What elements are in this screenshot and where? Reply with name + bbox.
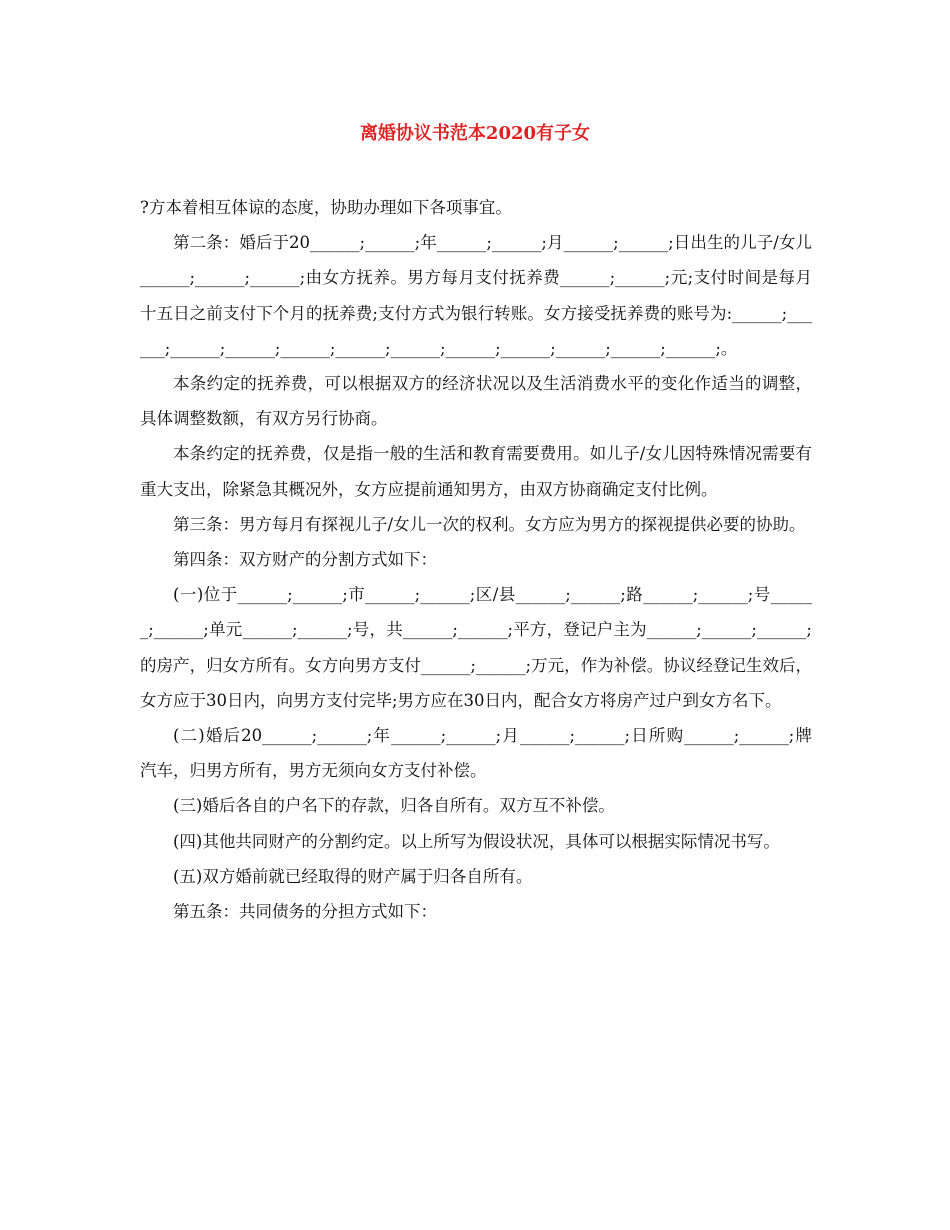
paragraph-article-3: 第三条：男方每月有探视儿子/女儿一次的权利。女方应为男方的探视提供必要的协助。 — [173, 514, 806, 534]
paragraph-article-2: 第二条：婚后于20______;______;年______;______;月______;______;日出生的儿子/女儿______;______;______;由女方抚养。男方每月支付抚养费______;______;元;支付时间是每月十五日之前支付下个月的抚养费;支付方式为银行转账。女方接受抚养费的账号为:______;______;______;______;______;______;______;______;______;______;______;______;。 — [140, 233, 812, 358]
paragraph-property-5: (五)双方婚前就已经取得的财产属于归各自所有。 — [173, 866, 533, 886]
paragraph-property-3: (三)婚后各自的户名下的存款，归各自所有。双方互不补偿。 — [173, 796, 615, 816]
document-body — [140, 190, 812, 929]
paragraph-support-scope: 本条约定的抚养费，仅是指一般的生活和教育需要费用。如儿子/女儿因特殊情况需要有重大支出，除紧急其概况外，女方应提前通知男方，由双方协商确定支付比例。 — [140, 444, 812, 499]
paragraph-property-1: (一)位于______;______;市______;______;区/县______;______;路______;______;号______;______;单元______;______;号，共______;______;平方，登记户主为______;______;______;的房产，归女方所有。女方向男方支付______;______;万元，作为补偿。协议经登记生效后，女方应于30日内，向男方支付完毕;男方应在30日内，配合女方将房产过户到女方名下。 — [140, 585, 812, 710]
paragraph-property-2: (二)婚后20______;______;年______;______;月______;______;日所购______;______;牌汽车，归男方所有，男方无须向女方支付补偿。 — [140, 726, 812, 781]
paragraph-article-4: 第四条：双方财产的分割方式如下： — [173, 550, 437, 570]
paragraph-article-5: 第五条：共同债务的分担方式如下： — [173, 902, 437, 922]
document-title: 离婚协议书范本2020有子女 — [359, 123, 591, 144]
paragraph-support-adjustment: 本条约定的抚养费，可以根据双方的经济状况以及生活消费水平的变化作适当的调整，具体调整数额，有双方另行协商。 — [140, 374, 812, 429]
paragraph-property-4: (四)其他共同财产的分割约定。以上所写为假设状况，具体可以根据实际情况书写。 — [173, 831, 780, 851]
paragraph-intro: ?方本着相互体谅的态度，协助办理如下各项事宜。 — [140, 198, 512, 217]
